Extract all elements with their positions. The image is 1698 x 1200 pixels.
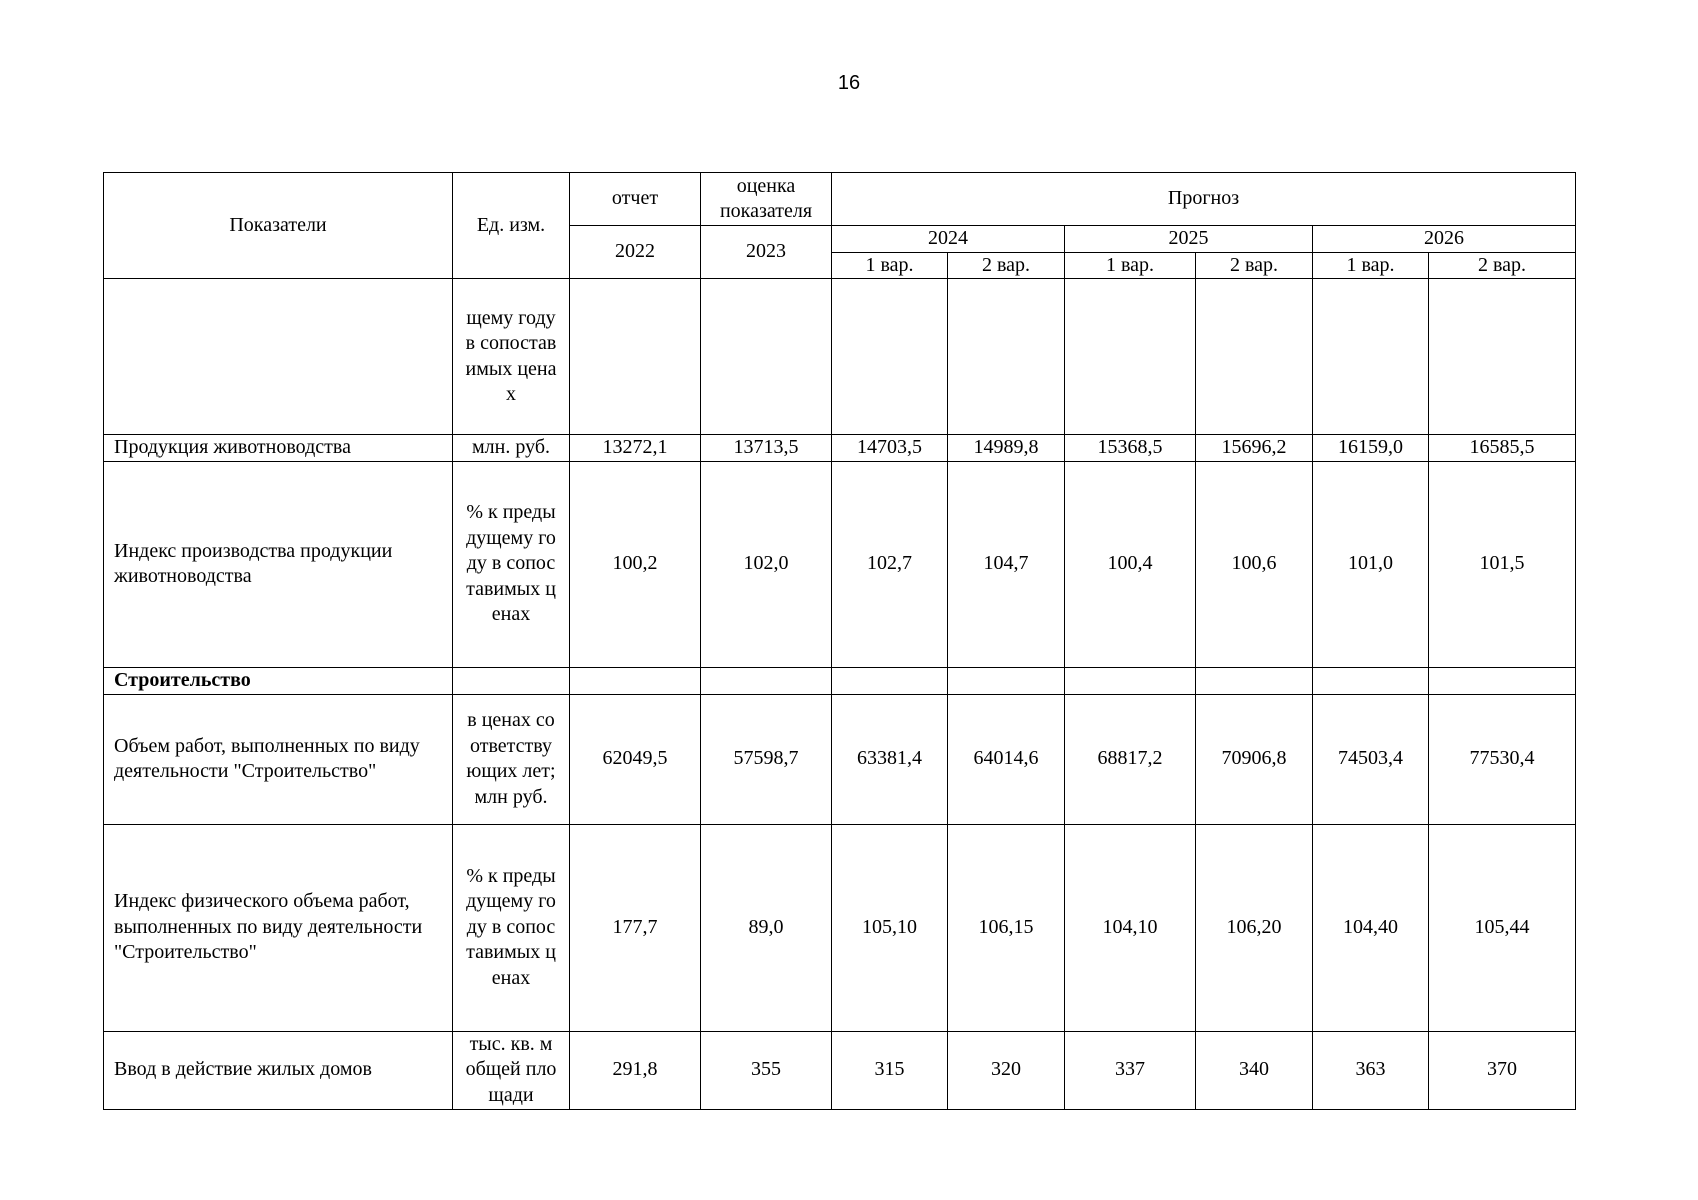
- cell-2024-var1: [832, 667, 948, 694]
- cell-2026-var1: 74503,4: [1313, 694, 1429, 824]
- header-2025-var1: 1 вар.: [1065, 252, 1196, 279]
- cell-2026-var1: [1313, 667, 1429, 694]
- cell-2022: 62049,5: [570, 694, 701, 824]
- cell-2026-var2: 16585,5: [1429, 435, 1576, 462]
- page-number: 16: [837, 72, 861, 94]
- header-unit: Ед. изм.: [453, 173, 570, 279]
- cell-2026-var1: 16159,0: [1313, 435, 1429, 462]
- table-row: [104, 694, 1576, 824]
- header-forecast: Прогноз: [832, 173, 1576, 226]
- header-row-1: [104, 173, 1576, 226]
- cell-2023: 355: [701, 1031, 832, 1109]
- cell-2024-var2: [948, 667, 1065, 694]
- cell-2022: 177,7: [570, 824, 701, 1031]
- cell-2025-var1: 15368,5: [1065, 435, 1196, 462]
- cell-2024-var1: 315: [832, 1031, 948, 1109]
- cell-2022: 291,8: [570, 1031, 701, 1109]
- cell-2025-var1: 104,10: [1065, 824, 1196, 1031]
- cell-2023: [701, 667, 832, 694]
- cell-2026-var2: [1429, 667, 1576, 694]
- cell-2025-var1: 68817,2: [1065, 694, 1196, 824]
- cell-2026-var1: 363: [1313, 1031, 1429, 1109]
- row-name: Объем работ, выполненных по виду деятельности "Строительство": [104, 694, 453, 824]
- row-unit: млн. руб.: [453, 435, 570, 462]
- cell-2023: 89,0: [701, 824, 832, 1031]
- cell-2022: [570, 667, 701, 694]
- header-year-2025: 2025: [1065, 226, 1313, 253]
- cell-2024-var1: 63381,4: [832, 694, 948, 824]
- header-2025-var2: 2 вар.: [1196, 252, 1313, 279]
- row-name: Продукция животноводства: [104, 435, 453, 462]
- header-estimate: оценка показателя: [701, 173, 832, 226]
- cell-2022: 100,2: [570, 461, 701, 667]
- cell-2026-var1: 101,0: [1313, 461, 1429, 667]
- cell-2024-var2: 320: [948, 1031, 1065, 1109]
- table-row: [104, 824, 1576, 1031]
- row-unit: в ценах соответствующих лет; млн руб.: [453, 694, 570, 824]
- row-unit: [453, 667, 570, 694]
- cell-2025-var2: [1196, 667, 1313, 694]
- cell-2025-var2: 15696,2: [1196, 435, 1313, 462]
- row-name: Индекс физического объема работ, выполненных по виду деятельности "Строительство": [104, 824, 453, 1031]
- table-row: [104, 279, 1576, 435]
- section-row: [104, 667, 1576, 694]
- cell-2025-var1: [1065, 667, 1196, 694]
- row-unit: % к предыдущему году в сопоставимых ценах: [453, 824, 570, 1031]
- cell-2026-var2: 101,5: [1429, 461, 1576, 667]
- cell-2025-var2: 100,6: [1196, 461, 1313, 667]
- header-2024-var2: 2 вар.: [948, 252, 1065, 279]
- cell-2024-var2: 106,15: [948, 824, 1065, 1031]
- cell-2023: 13713,5: [701, 435, 832, 462]
- cell-2025-var1: [1065, 279, 1196, 435]
- row-name: Ввод в действие жилых домов: [104, 1031, 453, 1109]
- cell-2024-var2: 64014,6: [948, 694, 1065, 824]
- cell-2026-var1: 104,40: [1313, 824, 1429, 1031]
- header-year-2026: 2026: [1313, 226, 1576, 253]
- cell-2025-var2: 106,20: [1196, 824, 1313, 1031]
- cell-2026-var2: 105,44: [1429, 824, 1576, 1031]
- header-report: отчет: [570, 173, 701, 226]
- cell-2024-var1: 105,10: [832, 824, 948, 1031]
- cell-2024-var2: [948, 279, 1065, 435]
- cell-2022: 13272,1: [570, 435, 701, 462]
- header-year-2023: 2023: [701, 226, 832, 279]
- cell-2023: 57598,7: [701, 694, 832, 824]
- header-2024-var1: 1 вар.: [832, 252, 948, 279]
- row-name: Индекс производства продукции животноводства: [104, 461, 453, 667]
- cell-2025-var1: 337: [1065, 1031, 1196, 1109]
- cell-2026-var2: [1429, 279, 1576, 435]
- cell-2024-var1: 102,7: [832, 461, 948, 667]
- header-indicator: Показатели: [104, 173, 453, 279]
- forecast-table: [103, 172, 1576, 1110]
- cell-2025-var2: 70906,8: [1196, 694, 1313, 824]
- section-title: Строительство: [104, 667, 453, 694]
- header-2026-var2: 2 вар.: [1429, 252, 1576, 279]
- table-row: [104, 435, 1576, 462]
- cell-2023: 102,0: [701, 461, 832, 667]
- table-row: [104, 1031, 1576, 1109]
- cell-2023: [701, 279, 832, 435]
- header-year-2022: 2022: [570, 226, 701, 279]
- table-row: [104, 461, 1576, 667]
- cell-2025-var2: [1196, 279, 1313, 435]
- cell-2026-var2: 77530,4: [1429, 694, 1576, 824]
- cell-2025-var1: 100,4: [1065, 461, 1196, 667]
- row-name: [104, 279, 453, 435]
- row-unit: тыс. кв. м общей площади: [453, 1031, 570, 1109]
- cell-2024-var2: 14989,8: [948, 435, 1065, 462]
- row-unit: щему году в сопоставимых ценах: [453, 279, 570, 435]
- header-2026-var1: 1 вар.: [1313, 252, 1429, 279]
- cell-2026-var1: [1313, 279, 1429, 435]
- header-year-2024: 2024: [832, 226, 1065, 253]
- cell-2025-var2: 340: [1196, 1031, 1313, 1109]
- cell-2026-var2: 370: [1429, 1031, 1576, 1109]
- cell-2022: [570, 279, 701, 435]
- row-unit: % к предыдущему году в сопоставимых ценах: [453, 461, 570, 667]
- cell-2024-var2: 104,7: [948, 461, 1065, 667]
- cell-2024-var1: [832, 279, 948, 435]
- cell-2024-var1: 14703,5: [832, 435, 948, 462]
